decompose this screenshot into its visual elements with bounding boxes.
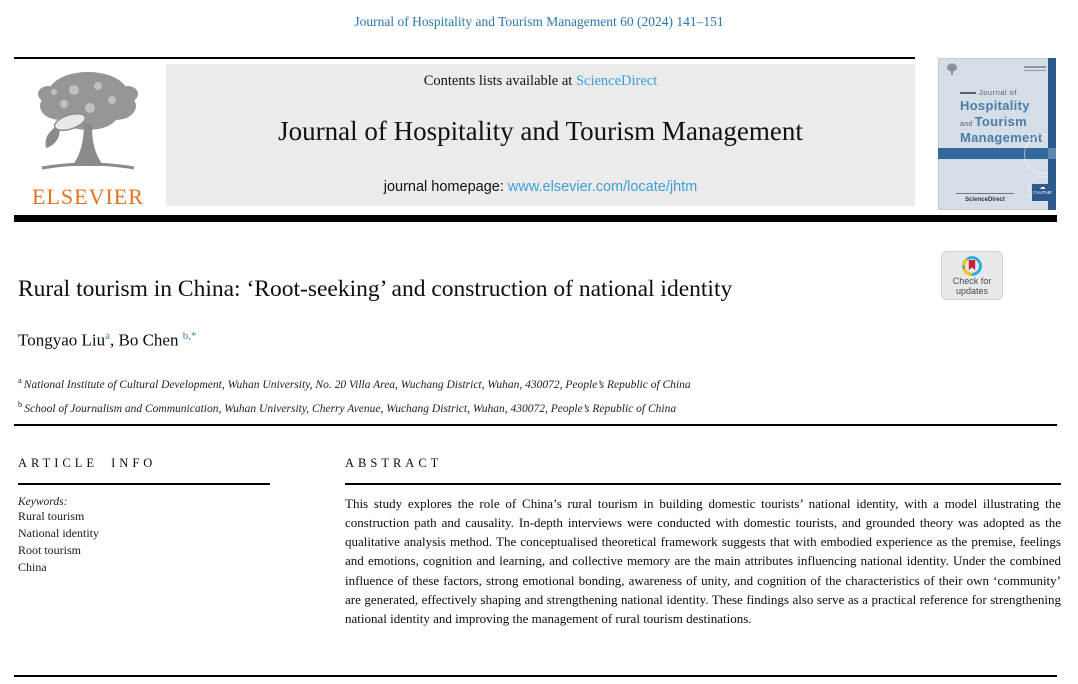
author-1-affiliation-sup: a bbox=[105, 330, 110, 342]
author-2: Bo Chen bbox=[118, 330, 179, 350]
homepage-prefix: journal homepage: bbox=[383, 179, 508, 195]
affiliation-a: $^a$ National Institute of Cultural Development, Wuhan University, No. 20 Villa Area, Wuchang District, Wuhan, 430072, People’s Republic of China bbox=[18, 375, 691, 391]
keyword-item: Root tourism bbox=[18, 542, 82, 557]
abstract-section bbox=[345, 456, 1061, 629]
badge-label: Check for updates bbox=[952, 276, 992, 296]
article-title: Rural tourism in China: ‘Root-seeking’ and construction of national identity bbox=[18, 276, 733, 302]
keyword-item: China bbox=[18, 559, 47, 574]
sciencedirect-link[interactable]: ScienceDirect bbox=[575, 73, 658, 89]
abstract-text: This study explores the role of China’s rural tourism in building domestic tourists’ national identity, with a model illustrating the construction path and causality. In-depth interviews were conducted with domestic tourists, and grounded theory was adopted as the qualitative analysis method. The conceptualised theoretical framework suggests that with embodied experience as the premise, feelings and emotions, cognition and learning, and collective memory are the main attributes influencing national identity. Under the combined influence of these factors, strong emotional bonding, awareness of unity, and cognition of the characteristics of their own ‘community’ are generated, effectively shaping and strengthening national identity. These findings also serve as a practical reference for strengthening national identity and improving the management of rural tourism destinations. bbox=[345, 495, 1061, 627]
keyword-item: Rural tourism bbox=[18, 508, 85, 523]
article-info-section bbox=[18, 456, 318, 576]
cover-available-online-text bbox=[956, 193, 1014, 195]
homepage-line bbox=[166, 179, 915, 195]
crossmark-icon bbox=[961, 255, 983, 277]
page-bottom-rule bbox=[14, 675, 1057, 677]
author-2-affiliation-sup: b,* bbox=[182, 330, 197, 342]
cover-journal-of: Journal of bbox=[960, 88, 1017, 97]
abstract-rule bbox=[345, 483, 1061, 485]
header-top-rule bbox=[14, 57, 915, 59]
author-1: Tongyao Liu bbox=[18, 330, 106, 350]
affiliation-b: $^b$ School of Journalism and Communication, Wuhan University, Cherry Avenue, Wuchang District, Wuhan, 430072, People’s Republic of China bbox=[18, 398, 677, 415]
elsevier-logo bbox=[14, 62, 162, 212]
homepage-link[interactable]: www.elsevier.com/locate/jhtm bbox=[507, 179, 698, 195]
cover-strip-notch bbox=[1048, 148, 1056, 159]
elsevier-wordmark: ELSEVIER bbox=[32, 184, 144, 209]
cover-sciencedirect-text: ScienceDirect bbox=[965, 197, 1005, 203]
journal-citation-line: Journal of Hospitality and Tourism Management 60 (2024) 141–151 bbox=[354, 14, 724, 29]
contents-line bbox=[166, 73, 915, 90]
article-info-heading: ARTICLE INFO bbox=[18, 456, 157, 470]
keyword-item: National identity bbox=[18, 525, 99, 540]
abstract-heading: ABSTRACT bbox=[345, 456, 443, 470]
cauthe-logo: ☁ CAUTHE bbox=[1032, 184, 1053, 201]
affiliations-divider bbox=[14, 424, 1057, 426]
journal-cover-thumbnail bbox=[938, 58, 1056, 210]
affiliations-block bbox=[18, 371, 691, 419]
contents-prefix: Contents lists available at bbox=[423, 73, 576, 89]
check-for-updates-badge[interactable] bbox=[941, 251, 1003, 300]
author-separator: , bbox=[110, 330, 119, 350]
header-bottom-bar bbox=[14, 215, 1057, 222]
elsevier-tree-icon bbox=[34, 64, 142, 182]
cover-tree-icon bbox=[946, 63, 958, 77]
journal-header-banner bbox=[166, 64, 915, 206]
journal-title: Journal of Hospitality and Tourism Management bbox=[278, 116, 803, 146]
article-info-rule bbox=[18, 483, 270, 485]
keywords-label: Keywords: bbox=[18, 495, 68, 508]
authors-line bbox=[18, 330, 196, 351]
cover-management: Management bbox=[960, 130, 1043, 145]
cover-issn-text bbox=[1024, 66, 1046, 73]
cover-and-tourism: and Tourism bbox=[960, 114, 1028, 129]
cover-hospitality: Hospitality bbox=[960, 98, 1030, 113]
